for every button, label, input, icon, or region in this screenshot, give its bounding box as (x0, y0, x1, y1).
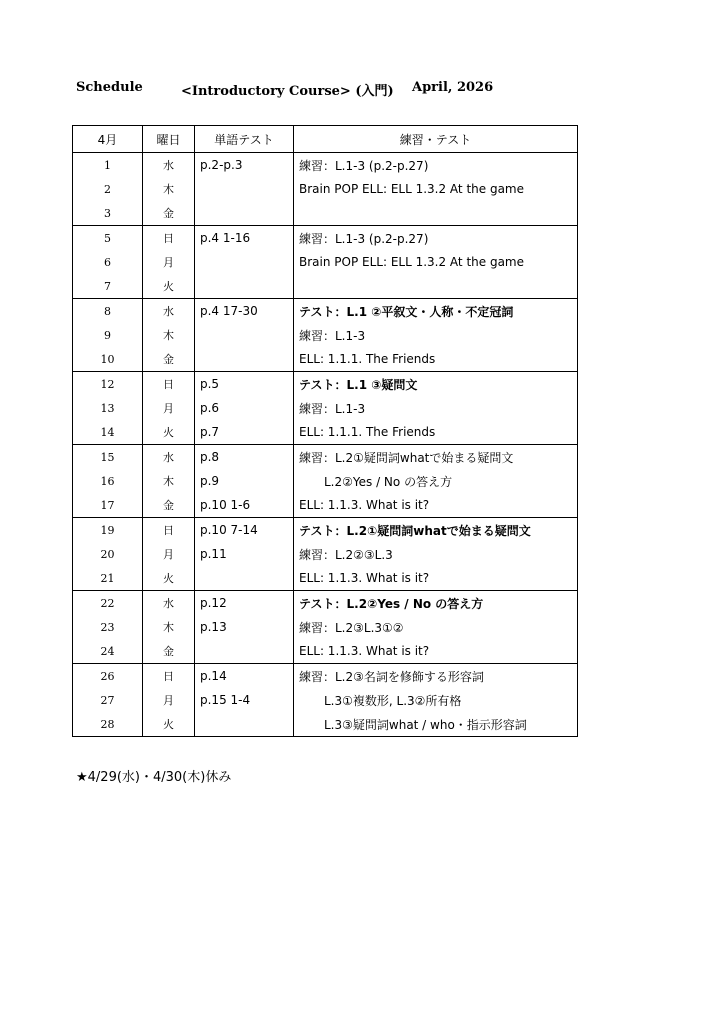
vocab-test-cell (195, 250, 294, 274)
day-cell: 26 (73, 664, 143, 689)
practice-cell: Brain POP ELL: ELL 1.3.2 At the game (294, 250, 578, 274)
table-row (73, 226, 578, 251)
vocab-test-cell (195, 639, 294, 664)
table-row (73, 518, 578, 543)
table-row (73, 542, 578, 566)
table-row (73, 688, 578, 712)
practice-cell: テスト：L.2①疑問詞whatで始まる疑問文 (294, 518, 578, 543)
day-cell: 8 (73, 299, 143, 324)
weekday-cell: 日 (143, 664, 195, 689)
table-row (73, 591, 578, 616)
table-row (73, 639, 578, 664)
practice-cell: 練習：L.2③L.3①② (294, 615, 578, 639)
weekday-cell: 金 (143, 201, 195, 226)
table-row (73, 153, 578, 178)
vocab-test-cell: p.4 1-16 (195, 226, 294, 251)
vocab-test-cell: p.15 1-4 (195, 688, 294, 712)
weekday-cell: 火 (143, 712, 195, 737)
weekday-cell: 金 (143, 639, 195, 664)
practice-cell: テスト：L.2②Yes / No の答え方 (294, 591, 578, 616)
weekday-cell: 木 (143, 615, 195, 639)
table-row (73, 664, 578, 689)
schedule-label: Schedule (76, 80, 143, 95)
table-row (73, 615, 578, 639)
vocab-test-cell: p.7 (195, 420, 294, 445)
table-row (73, 396, 578, 420)
vocab-test-cell: p.14 (195, 664, 294, 689)
weekday-cell: 水 (143, 153, 195, 178)
vocab-test-cell: p.10 7-14 (195, 518, 294, 543)
practice-cell: Brain POP ELL: ELL 1.3.2 At the game (294, 177, 578, 201)
table-row (73, 493, 578, 518)
day-cell: 21 (73, 566, 143, 591)
day-cell: 14 (73, 420, 143, 445)
table-row (73, 201, 578, 226)
weekday-cell: 日 (143, 372, 195, 397)
weekday-cell: 火 (143, 420, 195, 445)
column-header-practice-test: 練習・テスト (294, 126, 578, 153)
table-row (73, 372, 578, 397)
practice-cell: 練習：L.1-3 (p.2-p.27) (294, 153, 578, 178)
vocab-test-cell (195, 566, 294, 591)
vocab-test-cell (195, 201, 294, 226)
vocab-test-cell: p.9 (195, 469, 294, 493)
weekday-cell: 木 (143, 323, 195, 347)
weekday-cell: 月 (143, 250, 195, 274)
weekday-cell: 金 (143, 493, 195, 518)
day-cell: 3 (73, 201, 143, 226)
weekday-cell: 日 (143, 226, 195, 251)
practice-cell: L.2②Yes / No の答え方 (294, 469, 578, 493)
table-header-row (73, 126, 578, 153)
day-cell: 24 (73, 639, 143, 664)
day-cell: 23 (73, 615, 143, 639)
practice-cell: ELL: 1.1.3. What is it? (294, 493, 578, 518)
day-cell: 19 (73, 518, 143, 543)
vocab-test-cell: p.11 (195, 542, 294, 566)
day-cell: 16 (73, 469, 143, 493)
weekday-cell: 金 (143, 347, 195, 372)
weekday-cell: 水 (143, 445, 195, 470)
vocab-test-cell: p.5 (195, 372, 294, 397)
schedule-table (72, 125, 578, 737)
table-row (73, 445, 578, 470)
practice-cell: ELL: 1.1.1. The Friends (294, 420, 578, 445)
table-row (73, 347, 578, 372)
practice-cell: テスト：L.1 ②平叙文・人称・不定冠詞 (294, 299, 578, 324)
table-row (73, 274, 578, 299)
course-title: <Introductory Course> (入門) (181, 84, 394, 99)
practice-cell: 練習：L.1-3 (294, 323, 578, 347)
day-cell: 20 (73, 542, 143, 566)
practice-cell: 練習：L.2②③L.3 (294, 542, 578, 566)
vocab-test-cell: p.12 (195, 591, 294, 616)
vocab-test-cell: p.2-p.3 (195, 153, 294, 178)
vocab-test-cell (195, 347, 294, 372)
day-cell: 1 (73, 153, 143, 178)
weekday-cell: 水 (143, 591, 195, 616)
practice-cell: 練習：L.2③名詞を修飾する形容詞 (294, 664, 578, 689)
table-row (73, 250, 578, 274)
holiday-note: ★4/29(水)・4/30(木)休み (76, 770, 232, 785)
table-row (73, 566, 578, 591)
vocab-test-cell: p.4 17-30 (195, 299, 294, 324)
weekday-cell: 日 (143, 518, 195, 543)
column-header-weekday: 曜日 (143, 126, 195, 153)
column-header-day: 4月 (73, 126, 143, 153)
vocab-test-cell (195, 323, 294, 347)
table-row (73, 469, 578, 493)
day-cell: 10 (73, 347, 143, 372)
table-row (73, 420, 578, 445)
day-cell: 15 (73, 445, 143, 470)
vocab-test-cell (195, 274, 294, 299)
practice-cell (294, 201, 578, 226)
day-cell: 13 (73, 396, 143, 420)
day-cell: 6 (73, 250, 143, 274)
month-year: April, 2026 (412, 80, 494, 95)
table-row (73, 323, 578, 347)
day-cell: 22 (73, 591, 143, 616)
day-cell: 28 (73, 712, 143, 737)
practice-cell: 練習：L.1-3 (p.2-p.27) (294, 226, 578, 251)
column-header-vocab-test: 単語テスト (195, 126, 294, 153)
practice-cell: L.3③疑問詞what / who・指示形容詞 (294, 712, 578, 737)
practice-cell: ELL: 1.1.1. The Friends (294, 347, 578, 372)
day-cell: 9 (73, 323, 143, 347)
table-row (73, 299, 578, 324)
practice-cell: 練習：L.2①疑問詞whatで始まる疑問文 (294, 445, 578, 470)
day-cell: 17 (73, 493, 143, 518)
practice-cell: 練習：L.1-3 (294, 396, 578, 420)
vocab-test-cell: p.6 (195, 396, 294, 420)
weekday-cell: 火 (143, 566, 195, 591)
weekday-cell: 木 (143, 177, 195, 201)
practice-cell (294, 274, 578, 299)
practice-cell: L.3①複数形, L.3②所有格 (294, 688, 578, 712)
practice-cell: テスト：L.1 ③疑問文 (294, 372, 578, 397)
vocab-test-cell: p.10 1-6 (195, 493, 294, 518)
weekday-cell: 火 (143, 274, 195, 299)
weekday-cell: 木 (143, 469, 195, 493)
practice-cell: ELL: 1.1.3. What is it? (294, 566, 578, 591)
vocab-test-cell (195, 712, 294, 737)
day-cell: 5 (73, 226, 143, 251)
vocab-test-cell: p.8 (195, 445, 294, 470)
weekday-cell: 月 (143, 396, 195, 420)
weekday-cell: 月 (143, 542, 195, 566)
day-cell: 7 (73, 274, 143, 299)
weekday-cell: 水 (143, 299, 195, 324)
vocab-test-cell (195, 177, 294, 201)
weekday-cell: 月 (143, 688, 195, 712)
vocab-test-cell: p.13 (195, 615, 294, 639)
table-row (73, 712, 578, 737)
day-cell: 12 (73, 372, 143, 397)
day-cell: 2 (73, 177, 143, 201)
day-cell: 27 (73, 688, 143, 712)
practice-cell: ELL: 1.1.3. What is it? (294, 639, 578, 664)
table-row (73, 177, 578, 201)
